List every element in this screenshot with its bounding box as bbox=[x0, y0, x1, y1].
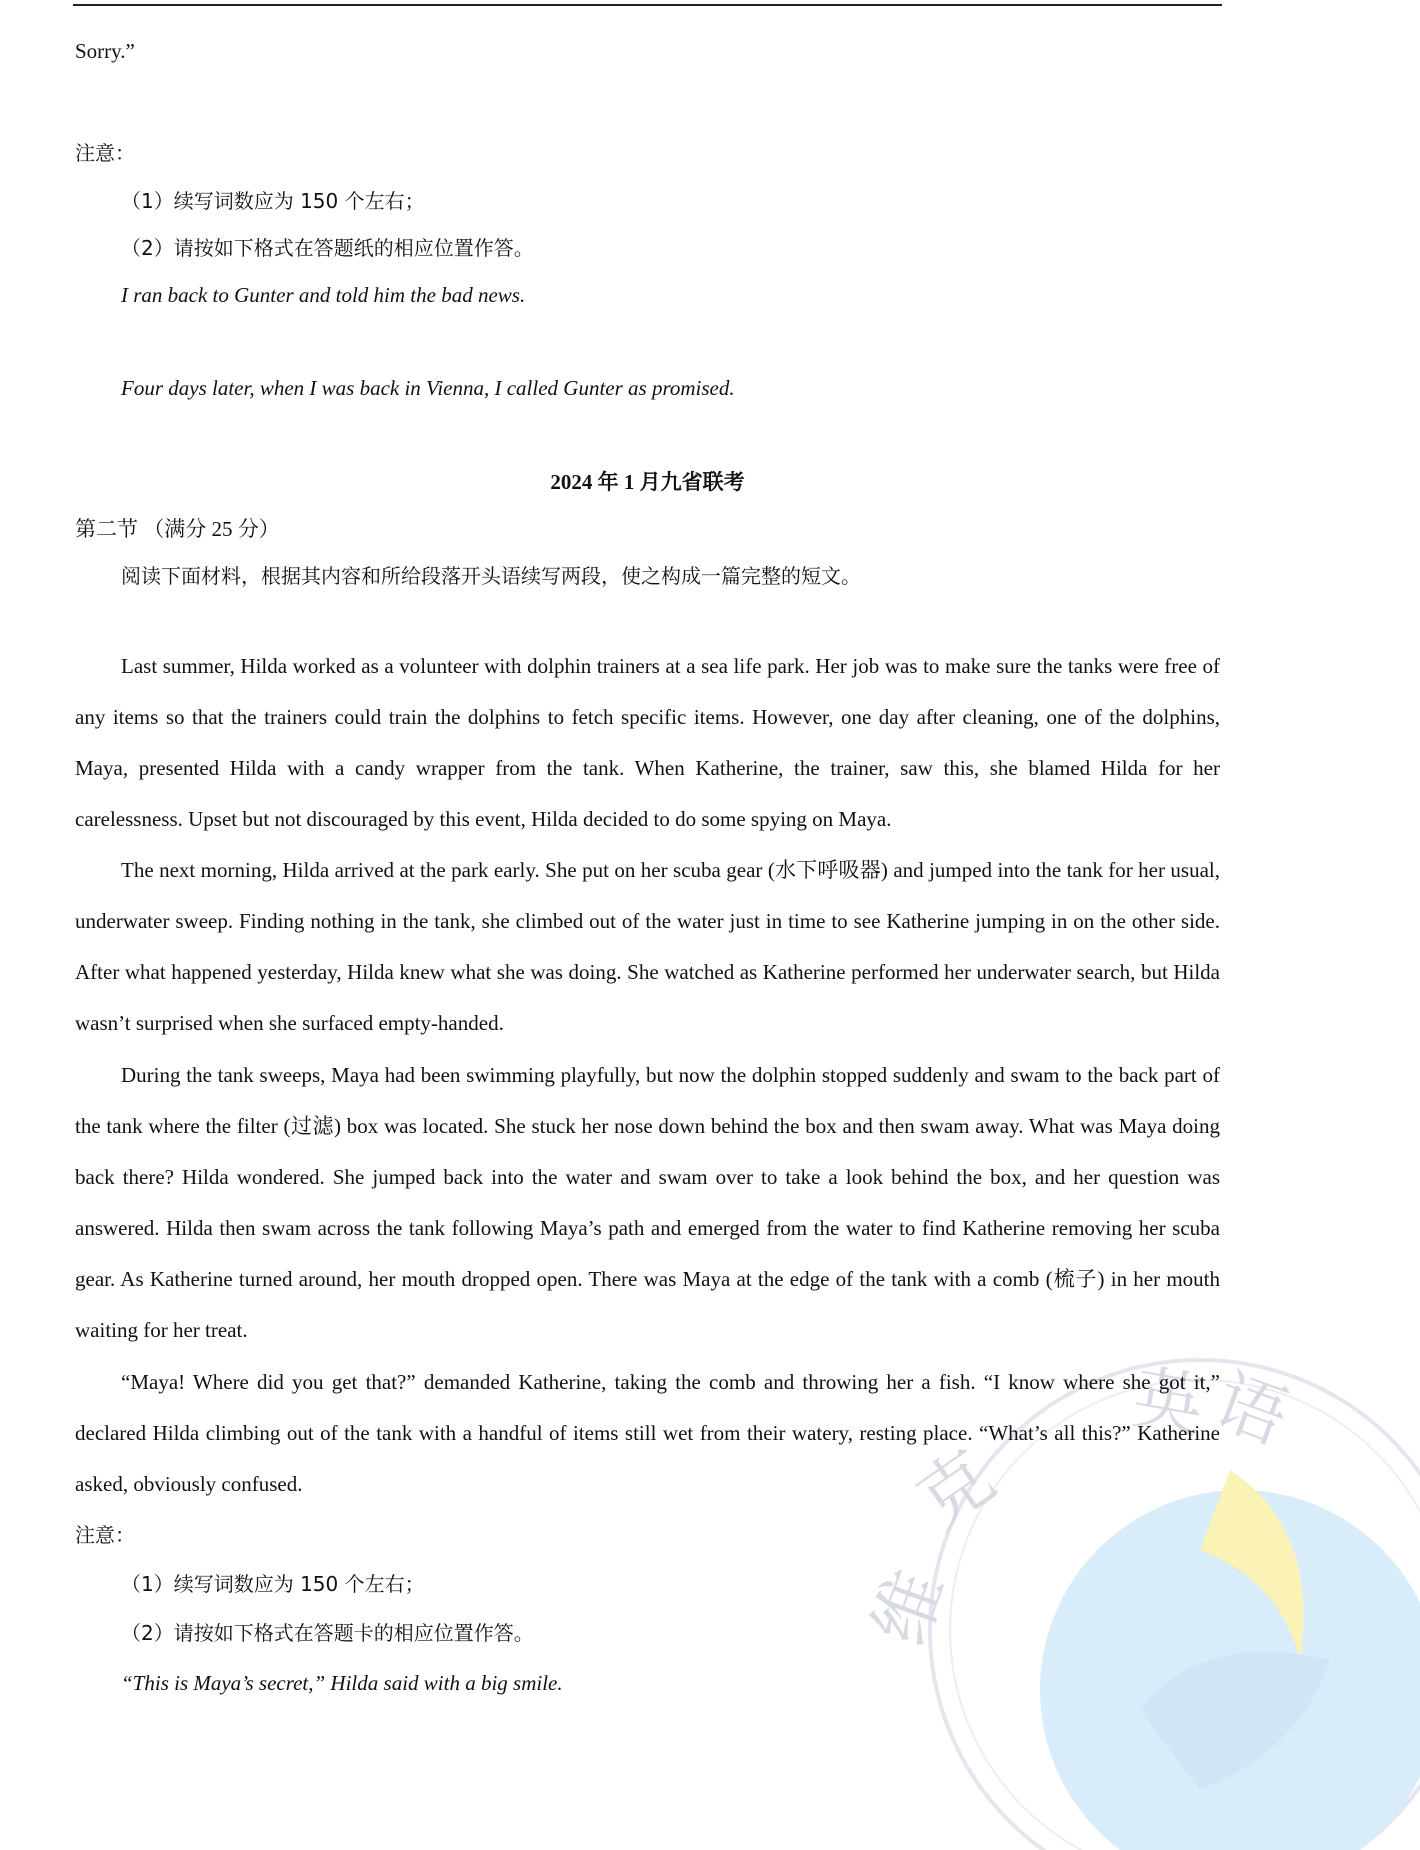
story-paragraph: During the tank sweeps, Maya had been swimming playfully, but now the dolphin stopped suddenly and swam to the back part of the tank where the filter (过滤) box was located. She stuck her nose down behind the box and then swam away. What was Maya doing back there? Hilda wondered. She jumped back into the water and swam over to take a look behind the box, and her question was answered. Hilda then swam across the tank following Maya’s path and emerged from the water to find Katherine removing her scuba gear. As Katherine turned around, her mouth dropped open. There was Maya at the edge of the tank with a comb (梳子) in her mouth waiting for her treat. bbox=[75, 1063, 1220, 1342]
svg-text:语: 语 bbox=[1204, 1358, 1299, 1460]
exam-title: 2024 年 1 月九省联考 bbox=[550, 470, 745, 494]
story-paragraph: “Maya! Where did you get that?” demanded Katherine, taking the comb and throwing her a fish. “I know where she got it,” declared Hilda climbing out of the tank with a handful of items still wet from their watery, resting place. “What’s all this?” Katherine asked, obviously confused. bbox=[75, 1370, 1220, 1496]
rule-item: （1）续写词数应为 150 个左右； bbox=[121, 1572, 425, 1596]
notice-label: 注意： bbox=[75, 141, 135, 165]
svg-text:克: 克 bbox=[901, 1433, 1009, 1544]
prompt-line: “This is Maya’s secret,” Hilda said with a big smile. bbox=[121, 1671, 563, 1695]
closing-line: Sorry.” bbox=[75, 39, 135, 63]
story-paragraph: The next morning, Hilda arrived at the park early. She put on her scuba gear (水下呼吸器) and jumped into the tank for her usual, underwater sweep. Finding nothing in the tank, she climbed out of the water just in time to see Katherine jumping in on the other side. After what happened yesterday, Hilda knew what she was doing. She watched as Katherine performed her underwater search, but Hilda wasn’t surprised when she surfaced empty-handed. bbox=[75, 858, 1220, 1035]
section-heading: 第二节 （满分 25 分） bbox=[75, 517, 280, 541]
prompt-line: I ran back to Gunter and told him the bad news. bbox=[121, 283, 526, 307]
rule-item: （2）请按如下格式在答题卡的相应位置作答。 bbox=[121, 1621, 534, 1645]
rule-item: （2）请按如下格式在答题纸的相应位置作答。 bbox=[121, 236, 534, 260]
svg-text:维: 维 bbox=[857, 1559, 961, 1656]
notice-label: 注意： bbox=[75, 1523, 135, 1547]
rule-item: （1）续写词数应为 150 个左右； bbox=[121, 189, 425, 213]
story-paragraph: Last summer, Hilda worked as a volunteer with dolphin trainers at a sea life park. Her job was to make sure the tanks were free of any items so that the trainers could train the dolphins to fetch specific items. However, one day after cleaning, one of the dolphins, Maya, presented Hilda with a candy wrapper from the tank. When Katherine, the trainer, saw this, she blamed Hilda for her carelessness. Upset but not discouraged by this event, Hilda decided to do some spying on Maya. bbox=[75, 654, 1220, 831]
instruction: 阅读下面材料，根据其内容和所给段落开头语续写两段，使之构成一篇完整的短文。 bbox=[121, 564, 861, 588]
svg-text:英: 英 bbox=[1127, 1355, 1211, 1449]
prompt-line: Four days later, when I was back in Vienna, I called Gunter as promised. bbox=[121, 376, 735, 400]
top-rule bbox=[73, 4, 1222, 6]
